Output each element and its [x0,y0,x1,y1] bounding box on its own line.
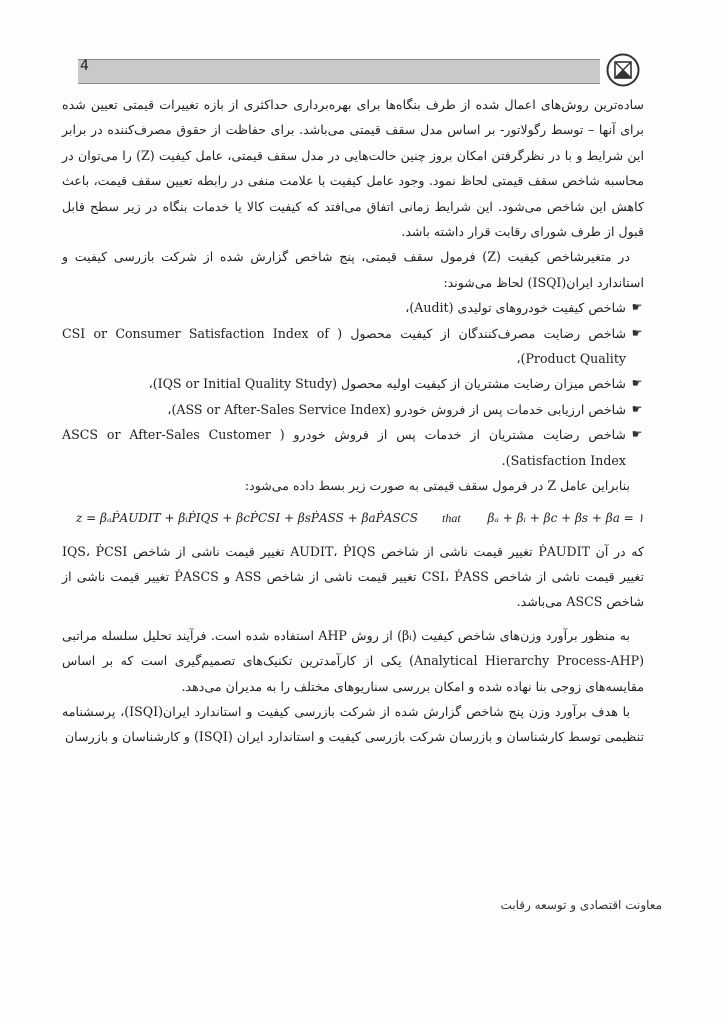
footer-text: معاونت اقتصادی و توسعه رقابت [500,898,662,912]
paragraph-expansion: بنابراین عامل Z در فرمول سقف قیمتی به صورت زیر بسط داده می‌شود: [244,478,630,494]
hand-pointer-icon: ☛ [631,376,643,391]
header-bar [78,59,600,84]
list-item: ☛ شاخص ارزیابی خدمات پس از فروش خودرو (ASS or After-Sales Service Index)، [62,397,644,422]
list-item: ☛ شاخص رضایت مصرف‌کنندگان از کیفیت محصول ( CSI or Consumer Satisfaction Index of Product Quality)، [62,321,644,372]
paragraph-weights: با هدف برآورد وزن پنج شاخص گزارش شده از شرکت بازرسی کیفیت و استاندارد ایران(ISQI)، پرسشنامه تنظیمی توسط کارشناسان و بازرسان شرکت بازرسی کیفیت و استاندارد ایران (ISQI) و کارشناسان و بازرسان [62,703,644,745]
hand-pointer-icon: ☛ [631,401,643,416]
list-item: ☛ شاخص کیفیت خودروهای تولیدی (Audit)، [62,295,644,320]
paragraph-quality-variable: در متغیرشاخص کیفیت (Z) فرمول سقف قیمتی، پنج شاخص گزارش شده از شرکت بازرسی کیفیت و استاندارد ایران(ISQI) لحاظ می‌شوند: [62,249,644,290]
organization-logo-icon [606,53,640,87]
formula-that: that [442,510,461,525]
hand-pointer-icon: ☛ [631,325,643,340]
quality-index-list [62,295,644,473]
formula [62,499,644,539]
list-item: ☛ شاخص رضایت مشتریان از خدمات پس از فروش خودرو ( ASCS or After-Sales Customer Satisfaction Index). [62,422,644,473]
list-item: ☛ شاخص میزان رضایت مشتریان از کیفیت اولیه محصول (IQS or Initial Quality Study)، [62,371,644,396]
document-body [62,92,644,750]
paragraph-definitions: که در آن ṖAUDIT تغییر قیمت ناشی از شاخص AUDIT، ṖIQS تغییر قیمت ناشی از شاخص IQS، ṖCSI تغییر قیمت ناشی از شاخص CSI، ṖASS تغییر قیمت ناشی از شاخص ASS و ṖASCS تغییر قیمت ناشی از شاخص ASCS می‌باشد. [62,543,644,610]
formula-left: z = βₐṖAUDIT + βᵢṖIQS + βcṖCSI + βsṖASS + βaṖASCS [76,510,419,525]
page-number: 4 [80,58,89,74]
paragraph-intro: ساده‌ترین روش‌های اعمال شده از طرف بنگاه‌ها برای بهره‌برداری حداکثری از بازه تغییرات قیمتی تعیین شده برای آنها – توسط رگولاتور- بر اساس مدل سقف قیمتی می‌باشد. برای حفاظت از حقوق مصرف‌کننده در برابر این شرایط و با در نظرگرفتن امکان بروز چنین حالت‌هایی در مدل سقف قیمتی، عامل کیفیت (Z) را می‌توان در محاسبه شاخص سقف قیمتی لحاظ نمود. وجود عامل کیفیت با علامت منفی در رابطه تعیین سقف قیمت، باعث کاهش این شاخص می‌شود. این شرایط زمانی اتفاق می‌افتد که کیفیت کالا یا خدمات بنگاه در زیر سطح قابل قبول از طرف شورای رقابت قرار داشته باشد. [62,97,644,240]
paragraph-ahp: به منظور برآورد وزن‌های شاخص کیفیت (βᵢ) از روش AHP استفاده شده است. فرآیند تحلیل سلسله مراتبی (Analytical Hierarchy Process-AHP) یکی از کارآمدترین تکنیک‌های تصمیم‌گیری است که بر اساس مقایسه‌های زوجی بنا نهاده شده و امکان بررسی سناریوهای مختلف را به مدیران می‌دهد. [62,627,644,694]
hand-pointer-icon: ☛ [631,300,643,315]
formula-right: βₐ + βᵢ + βc + βs + βa = ۱ [487,510,644,525]
hand-pointer-icon: ☛ [631,427,643,442]
